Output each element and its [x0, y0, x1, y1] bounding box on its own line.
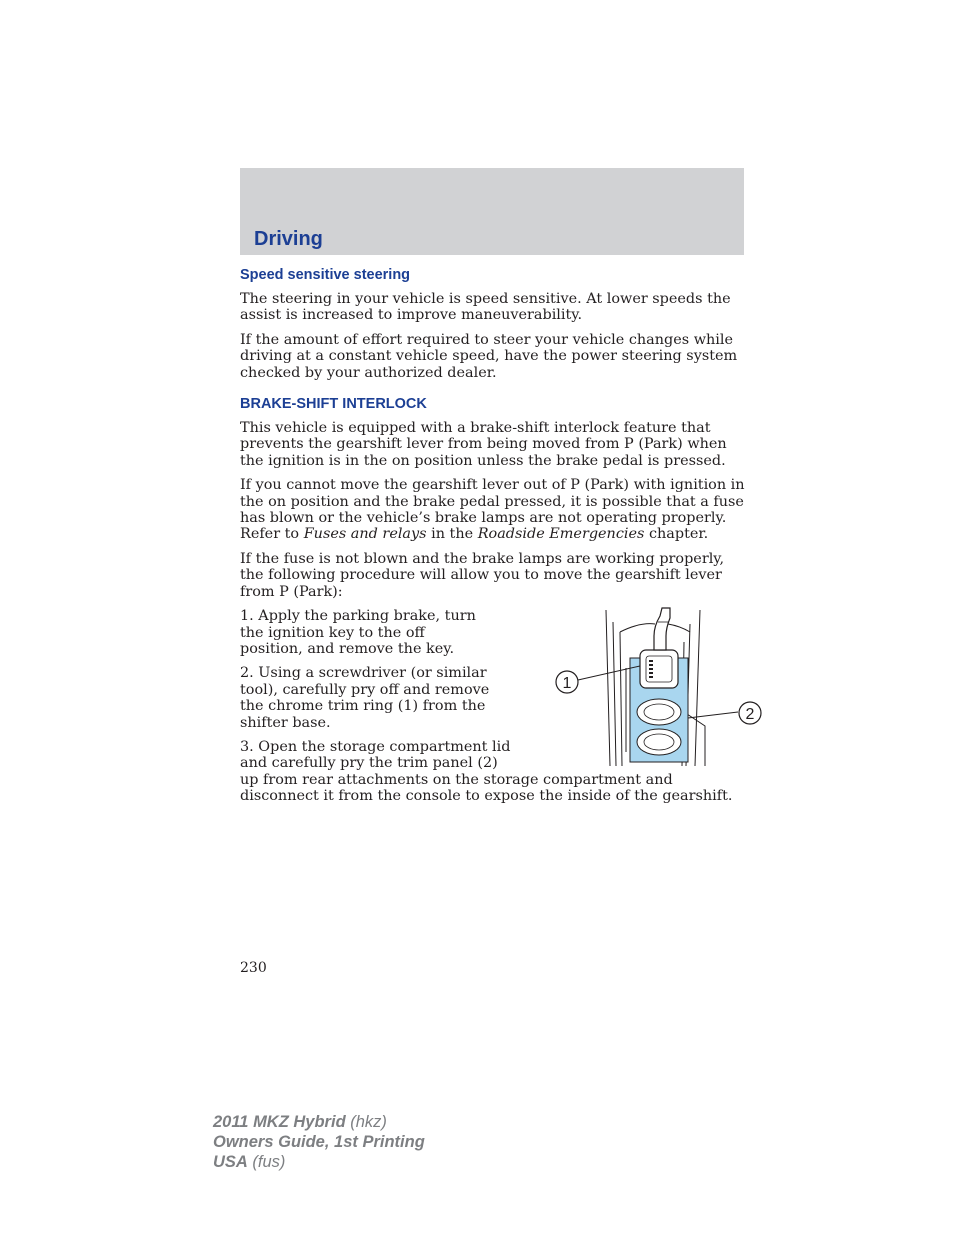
reference-connector: in the	[426, 526, 478, 543]
section-heading-speed-steering: Speed sensitive steering	[240, 267, 411, 283]
footer-model: 2011 MKZ Hybrid	[213, 1113, 346, 1131]
page-content	[240, 266, 755, 813]
document-footer	[213, 1112, 425, 1172]
reference-roadside-emergencies: Roadside Emergencies	[477, 526, 645, 543]
gearshift-console-illustration	[530, 602, 755, 766]
procedure-step-1: 1. Apply the parking brake, turn the ignition key to the off position, and remove the key.	[240, 608, 476, 657]
paragraph: The steering in your vehicle is speed sensitive. At lower speeds the assist is increased to improve maneuverability.	[240, 291, 731, 324]
paragraph: If the fuse is not blown and the brake lamps are working properly, the following procedure will allow you to move the gearshift lever from P (Park):	[240, 550, 725, 600]
footer-market: USA	[213, 1153, 248, 1171]
paragraph: This vehicle is equipped with a brake-shift interlock feature that prevents the gearshift lever from being moved from P (Park) when the ignition is in the on position unless the brake pedal is pressed.	[240, 420, 727, 469]
paragraph: If the amount of effort required to steer your vehicle changes while driving at a constant vehicle speed, have the power steering system checked by your authorized dealer.	[240, 331, 738, 381]
page-number: 230	[240, 960, 267, 976]
footer-line-2: Owners Guide, 1st Printing	[213, 1133, 425, 1151]
procedure-step-3: 3. Open the storage compartment lid and carefully pry the trim panel (2) up from rear attachments on the storage compartment and disconnect it from the console to expose the inside of the gearshift.	[240, 738, 733, 805]
section-heading-brake-shift: BRAKE-SHIFT INTERLOCK	[240, 396, 427, 413]
reference-fuses-and-relays: Fuses and relays	[303, 526, 427, 543]
chapter-title: Driving	[254, 228, 323, 250]
callout-1-label: 1	[562, 675, 572, 693]
reference-end: chapter.	[644, 526, 709, 543]
paragraph-fuse-reference	[240, 477, 746, 543]
paragraph-text: If you cannot move the gearshift lever out of P (Park) with ignition in the on position and the brake pedal pressed, it is possible that a fuse has blown or the vehicle’s brake lamps are not operating properly. Refer to	[240, 477, 745, 543]
footer-line-1	[213, 1112, 425, 1132]
procedure-step-2: 2. Using a screwdriver (or similar tool), carefully pry off and remove the chrome trim ring (1) from the shifter base.	[240, 665, 490, 731]
callout-2-label: 2	[745, 706, 755, 724]
chapter-header-band	[240, 168, 744, 255]
footer-market-code: (fus)	[247, 1153, 286, 1171]
footer-line-3	[213, 1152, 425, 1172]
footer-model-code: (hkz)	[345, 1113, 387, 1131]
